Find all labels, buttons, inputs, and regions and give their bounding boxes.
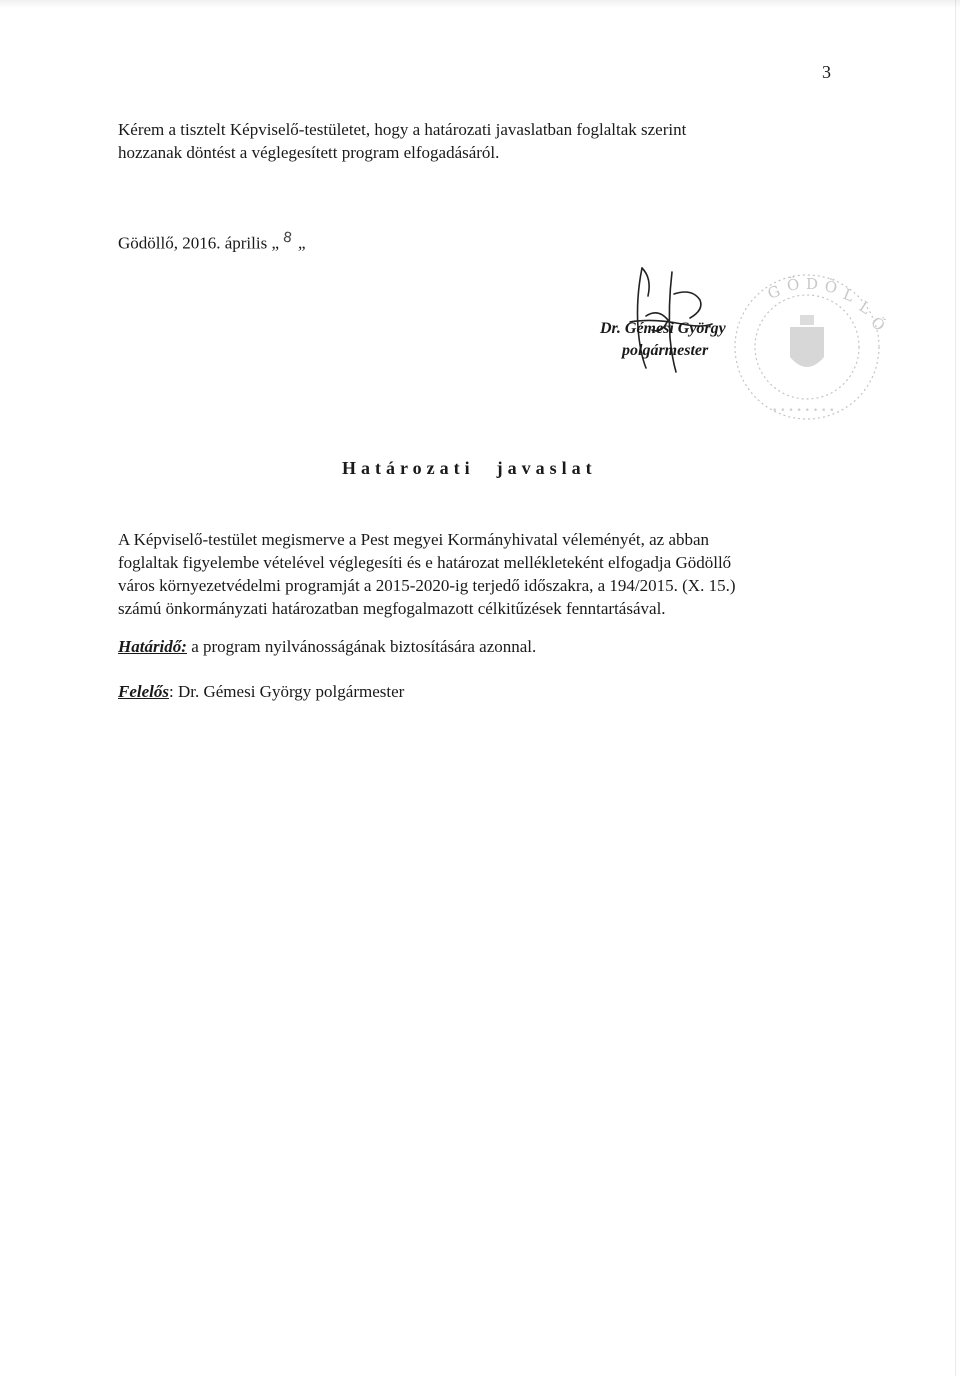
- svg-text:Ö: Ö: [823, 277, 839, 298]
- responsible-label: Felelős: [118, 682, 169, 701]
- signatory-name: Dr. Gémesi György: [600, 320, 726, 337]
- date-prefix: Gödöllő, 2016. április „: [118, 233, 280, 253]
- resolution-line-4: számú önkormányzati határozatban megfogalmazott célkitűzések fenntartásával.: [118, 599, 666, 618]
- resolution-heading: [342, 458, 597, 479]
- resolution-line-2: foglaltak figyelembe vételével véglegesíti és e határozat mellékleteként elfogadja Gödöllő: [118, 553, 732, 572]
- svg-text:G: G: [765, 281, 783, 303]
- deadline-label: Határidő:: [118, 637, 187, 656]
- deadline-value: a program nyilvánosságának biztosítására azonnal.: [186, 637, 537, 656]
- deadline-line: [118, 637, 536, 657]
- scan-edge-shadow: [0, 0, 960, 8]
- heading-word-2: javaslat: [496, 458, 597, 478]
- resolution-line-3: város környezetvédelmi programját a 2015-2020-ig terjedő időszakra, a 194/2015. (X. 15.): [118, 576, 736, 595]
- intro-line-1: Kérem a tisztelt Képviselő-testületet, hogy a határozati javaslatban foglaltak szerint: [118, 120, 687, 139]
- responsible-value: Dr. Gémesi György polgármester: [173, 682, 405, 701]
- handwritten-day: 8: [281, 229, 294, 247]
- signatory-title: polgármester: [622, 342, 709, 359]
- date-suffix: „: [297, 233, 306, 253]
- svg-text:L: L: [840, 285, 857, 306]
- intro-line-2: hozzanak döntést a véglegesített program elfogadásáról.: [118, 143, 500, 162]
- svg-text:Ő: Ő: [867, 313, 889, 335]
- responsible-separator: :: [169, 682, 174, 701]
- municipal-seal-icon: [712, 265, 902, 430]
- svg-text:• • • • • • • •: • • • • • • • •: [772, 406, 835, 416]
- intro-paragraph: [118, 118, 838, 164]
- resolution-body: [118, 528, 838, 620]
- svg-text:Ö: Ö: [785, 275, 801, 295]
- svg-text:L: L: [855, 297, 875, 318]
- resolution-line-1: A Képviselő-testület megismerve a Pest megyei Kormányhivatal véleményét, az abban: [118, 530, 710, 549]
- date-line: [118, 230, 305, 254]
- heading-word-1: Határozati: [342, 458, 475, 478]
- scan-right-edge: [955, 0, 956, 1376]
- page-number: 3: [822, 62, 831, 82]
- svg-text:D: D: [806, 275, 819, 293]
- responsible-line: [118, 682, 404, 702]
